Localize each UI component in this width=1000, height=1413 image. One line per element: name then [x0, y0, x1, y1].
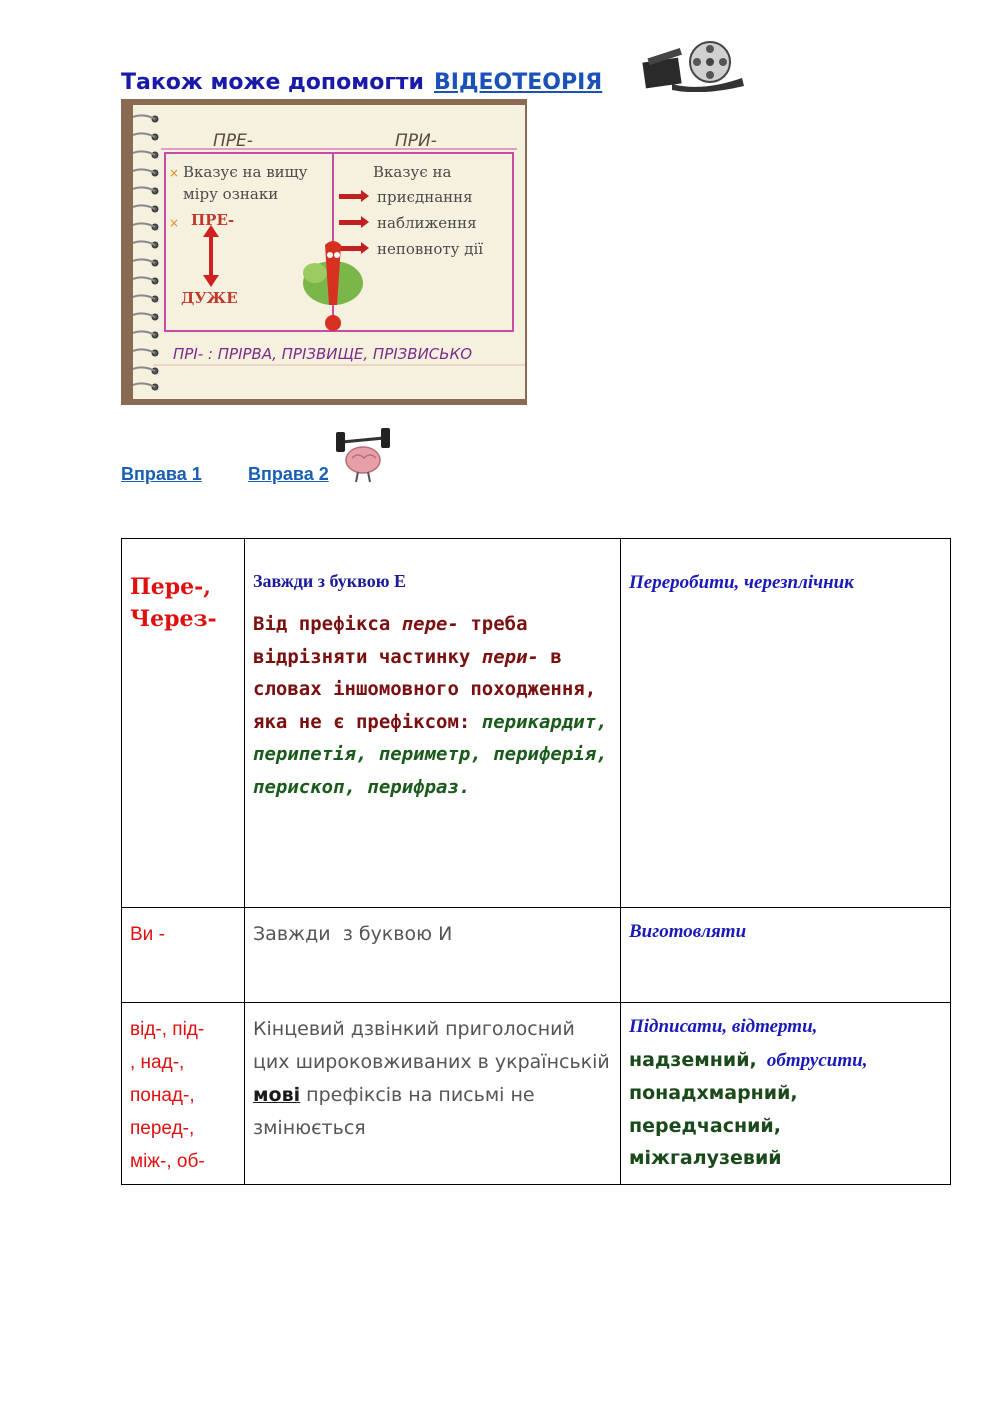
table-row — [122, 908, 951, 1003]
table-cell-examples — [621, 908, 951, 1003]
prefix-cherez: Через- — [130, 606, 217, 632]
nb-left-duzhe: ДУЖЕ — [181, 289, 238, 307]
note-part-c: в словах іншомовного походження, яка не є префіксом: — [253, 645, 597, 733]
examples-line-2 — [629, 1044, 942, 1078]
table-cell-rule — [245, 908, 621, 1003]
prefix-table — [121, 538, 951, 1185]
nb-left-pre: ПРЕ- — [191, 211, 235, 229]
table-cell-rule — [245, 1003, 621, 1185]
rule-title: Завжди з буквою Е — [253, 571, 407, 591]
note-pery: пери- — [481, 645, 539, 668]
examples-line-4: передчасний, — [629, 1114, 781, 1137]
nb-pry-title: ПРИ- — [395, 131, 437, 151]
nb-right-item2: наближення — [377, 214, 477, 232]
notebook-paper — [133, 105, 525, 399]
video-theory-link[interactable]: ВІДЕОТЕОРІЯ — [433, 69, 603, 95]
nb-bottom-text: ПРІ- : ПРІРВА, ПРІЗВИЩЕ, ПРІЗВИСЬКО — [173, 345, 473, 363]
note-examples: перикардит, перипетія, периметр, периферія, перископ, перифраз. — [253, 710, 608, 798]
spiral-binding — [133, 105, 163, 399]
table-cell-examples — [621, 539, 951, 908]
example-obtrusyty: обтрусити, — [766, 1049, 868, 1071]
prefix-line-5: між-, об- — [130, 1151, 205, 1172]
rule-movi-link[interactable]: мові — [253, 1084, 301, 1106]
examples-line-3: понадхмарний, — [629, 1082, 798, 1104]
svg-text:×: × — [169, 166, 180, 180]
nb-left-line2: міру ознаки — [183, 185, 279, 203]
rule-part-b: префіксів на письмі не змінюється — [253, 1084, 535, 1139]
note-pere: пере- — [401, 613, 459, 635]
nb-pre-title: ПРЕ- — [213, 131, 253, 151]
nb-right-line1: Вказує на — [373, 163, 452, 181]
header-text: Також може допомогти — [121, 69, 424, 95]
table-cell-rule — [245, 539, 621, 908]
nb-left-line1: Вказує на вищу — [183, 163, 308, 181]
table-cell-prefix — [122, 539, 245, 908]
rule-voiced — [253, 1013, 612, 1145]
rule-note — [253, 608, 612, 803]
notebook-illustration — [121, 99, 527, 405]
prefix-line-2: , над-, — [130, 1052, 185, 1073]
prefix-line-1: від-, під- — [130, 1019, 205, 1040]
example-nadzemnyi: надземний, — [629, 1048, 757, 1071]
nb-right-item3: неповноту дії — [377, 240, 484, 258]
table-cell-examples — [621, 1003, 951, 1185]
exercise-1-link[interactable]: Вправа 1 — [121, 464, 202, 484]
examples-pere: Переробити, черезплічник — [629, 572, 854, 593]
table-row — [122, 539, 951, 908]
note-part-a: Від префікса — [253, 613, 402, 635]
header-line — [121, 62, 602, 102]
nb-right-item1: приєднання — [377, 188, 473, 206]
prefix-vy: Ви - — [130, 924, 165, 945]
table-cell-prefix — [122, 908, 245, 1003]
table-row — [122, 1003, 951, 1185]
brain-dumbbell-icon — [334, 428, 392, 484]
svg-text:×: × — [169, 216, 180, 230]
exercise-2-link[interactable]: Вправа 2 — [248, 464, 329, 484]
rule-part-a: Кінцевий дзвінкий приголосний цих широковживаних в українській — [253, 1018, 610, 1073]
examples-vy: Виготовляти — [629, 921, 747, 942]
examples-line-1: Підписати, відтерти, — [629, 1016, 818, 1037]
examples-line-5: міжгалузевий — [629, 1147, 782, 1169]
prefix-line-4: перед-, — [130, 1118, 195, 1139]
note-part-b: треба відрізняти частинку — [253, 613, 528, 668]
prefix-pere: Пере-, — [130, 574, 211, 600]
prefix-line-3: понад-, — [130, 1085, 195, 1106]
film-reel-icon — [642, 36, 746, 92]
rule-vy: Завжди з буквою И — [253, 923, 453, 945]
table-cell-prefix — [122, 1003, 245, 1185]
